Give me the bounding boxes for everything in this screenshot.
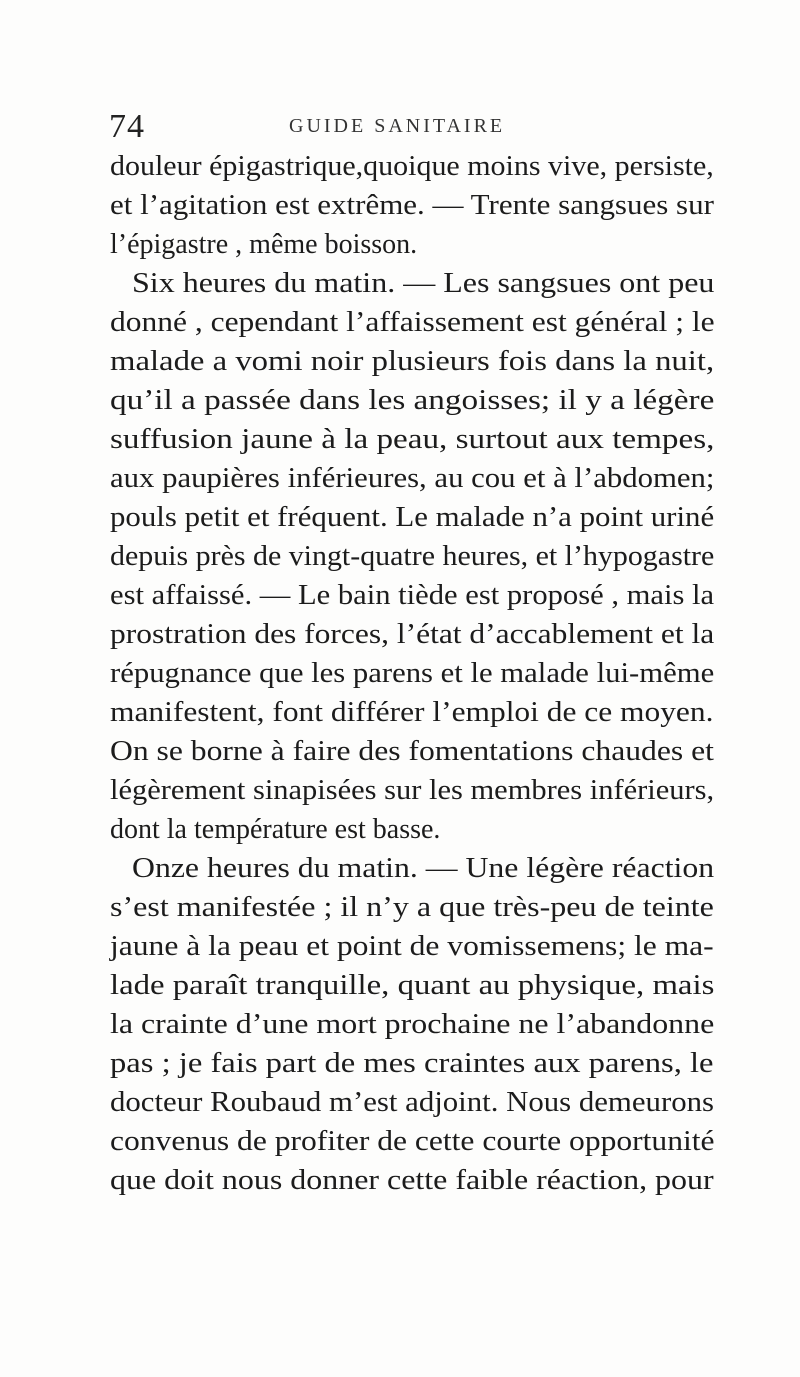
text-line: Six heures du matin. — Les sangsues ont peu <box>132 268 715 299</box>
page-header <box>109 107 709 151</box>
text-line: légèrement sinapisées sur les membres inférieurs, <box>110 775 715 806</box>
text-line: malade a vomi noir plusieurs fois dans la nuit, <box>110 346 715 377</box>
text-line: jaune à la peau et point de vomissemens; le ma- <box>110 931 714 962</box>
text-line: et l’agitation est extrême. — Trente sangsues sur <box>110 190 714 221</box>
text-line: aux paupières inférieures, au cou et à l’abdomen; <box>110 463 715 494</box>
text-line: qu’il a passée dans les angoisses; il y a légère <box>110 385 715 416</box>
text-line: suffusion jaune à la peau, surtout aux tempes, <box>110 424 715 455</box>
text-line: répugnance que les parens et le malade lui-même <box>110 658 715 689</box>
text-line: pouls petit et fréquent. Le malade n’a point uriné <box>110 502 715 533</box>
text-line: est affaissé. — Le bain tiède est proposé , mais la <box>110 580 715 611</box>
text-line: convenus de profiter de cette courte opportunité <box>110 1126 715 1157</box>
text-line: l’épigastre , même boisson. <box>110 229 418 260</box>
text-line: Onze heures du matin. — Une légère réaction <box>132 853 715 884</box>
text-line: On se borne à faire des fomentations chaudes et <box>110 736 714 767</box>
text-line: que doit nous donner cette faible réaction, pour <box>110 1165 714 1196</box>
text-line: lade paraît tranquille, quant au physique, mais <box>110 970 715 1001</box>
page-number: 74 <box>109 108 145 145</box>
text-line: dont la température est basse. <box>110 814 441 845</box>
text-line: manifestent, font différer l’emploi de ce moyen. <box>110 697 714 728</box>
text-line: prostration des forces, l’état d’accablement et la <box>110 619 715 650</box>
text-line: la crainte d’une mort prochaine ne l’abandonne <box>110 1009 715 1040</box>
text-line: douleur épigastrique,quoique moins vive, persiste, <box>110 151 714 182</box>
text-line: s’est manifestée ; il n’y a que très-peu de teinte <box>110 892 714 923</box>
text-line: pas ; je fais part de mes craintes aux parens, le <box>110 1048 714 1079</box>
running-head: GUIDE SANITAIRE <box>289 115 506 137</box>
text-line: donné , cependant l’affaissement est général ; le <box>110 307 715 338</box>
text-line: docteur Roubaud m’est adjoint. Nous demeurons <box>110 1087 715 1118</box>
text-line: depuis près de vingt-quatre heures, et l’hypogastre <box>110 541 715 572</box>
